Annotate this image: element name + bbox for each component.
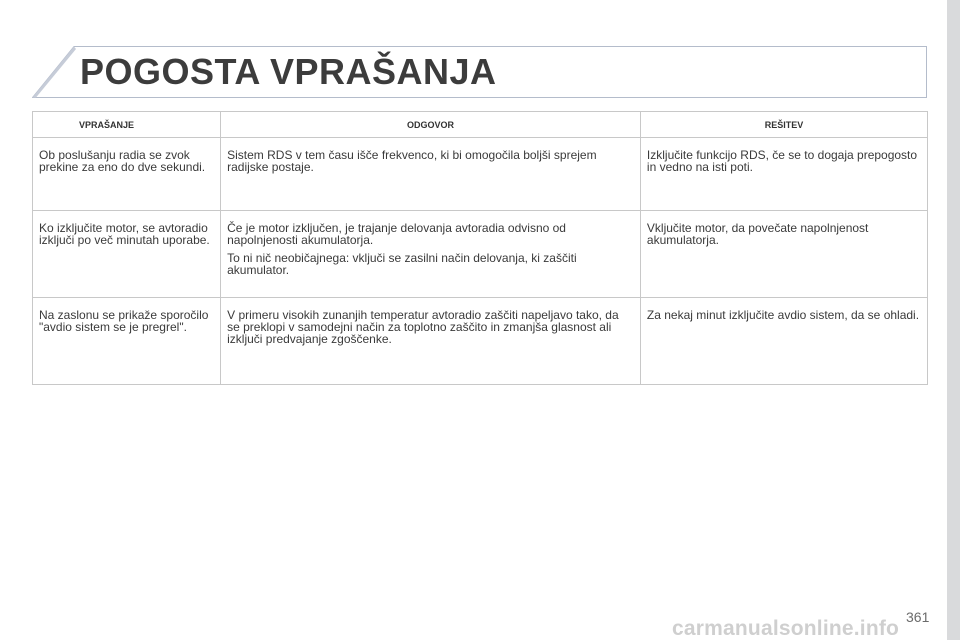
column-header-question: VPRAŠANJE: [33, 112, 221, 138]
table-row: [33, 211, 928, 298]
answer-paragraph: V primeru visokih zunanjih temperatur avtoradio zaščiti napeljavo tako, da se preklopi v samodejni način za toplotno zaščito in zmanjša glasnost ali izključi predvajanje zgoščenke.: [227, 308, 619, 346]
page-title: POGOSTA VPRAŠANJA: [80, 51, 497, 92]
question-cell: Ko izključite motor, se avtoradio izključi po več minutah uporabe.: [33, 211, 221, 298]
solution-cell: Izključite funkcijo RDS, če se to dogaja prepogosto in vedno na isti poti.: [640, 138, 927, 211]
page-number: 361: [906, 609, 930, 625]
table-row: [33, 298, 928, 385]
table-row: [33, 138, 928, 211]
answer-paragraph: Če je motor izključen, je trajanje delovanja avtoradia odvisno od napolnjenosti akumulatorja.: [227, 221, 566, 247]
column-header-solution: REŠITEV: [640, 112, 927, 138]
answer-paragraph: To ni nič neobičajnega: vključi se zasilni način delovanja, ki zaščiti akumulator.: [227, 251, 577, 277]
solution-cell: Vključite motor, da povečate napolnjenost akumulatorja.: [640, 211, 927, 298]
faq-table: [32, 111, 928, 385]
answer-cell: [221, 211, 641, 298]
question-cell: Na zaslonu se prikaže sporočilo "avdio sistem se je pregrel".: [33, 298, 221, 385]
answer-cell: [221, 138, 641, 211]
answer-cell: [221, 298, 641, 385]
answer-paragraph: Sistem RDS v tem času išče frekvenco, ki bi omogočila boljši sprejem radijske postaje.: [227, 148, 597, 174]
watermark: carmanualsonline.info: [672, 617, 900, 640]
page-edge-band: [947, 0, 960, 640]
question-cell: Ob poslušanju radia se zvok prekine za eno do dve sekundi.: [33, 138, 221, 211]
column-header-answer: ODGOVOR: [221, 112, 641, 138]
table-header-row: [33, 112, 928, 138]
title-banner: [32, 46, 927, 98]
solution-cell: Za nekaj minut izključite avdio sistem, da se ohladi.: [640, 298, 927, 385]
